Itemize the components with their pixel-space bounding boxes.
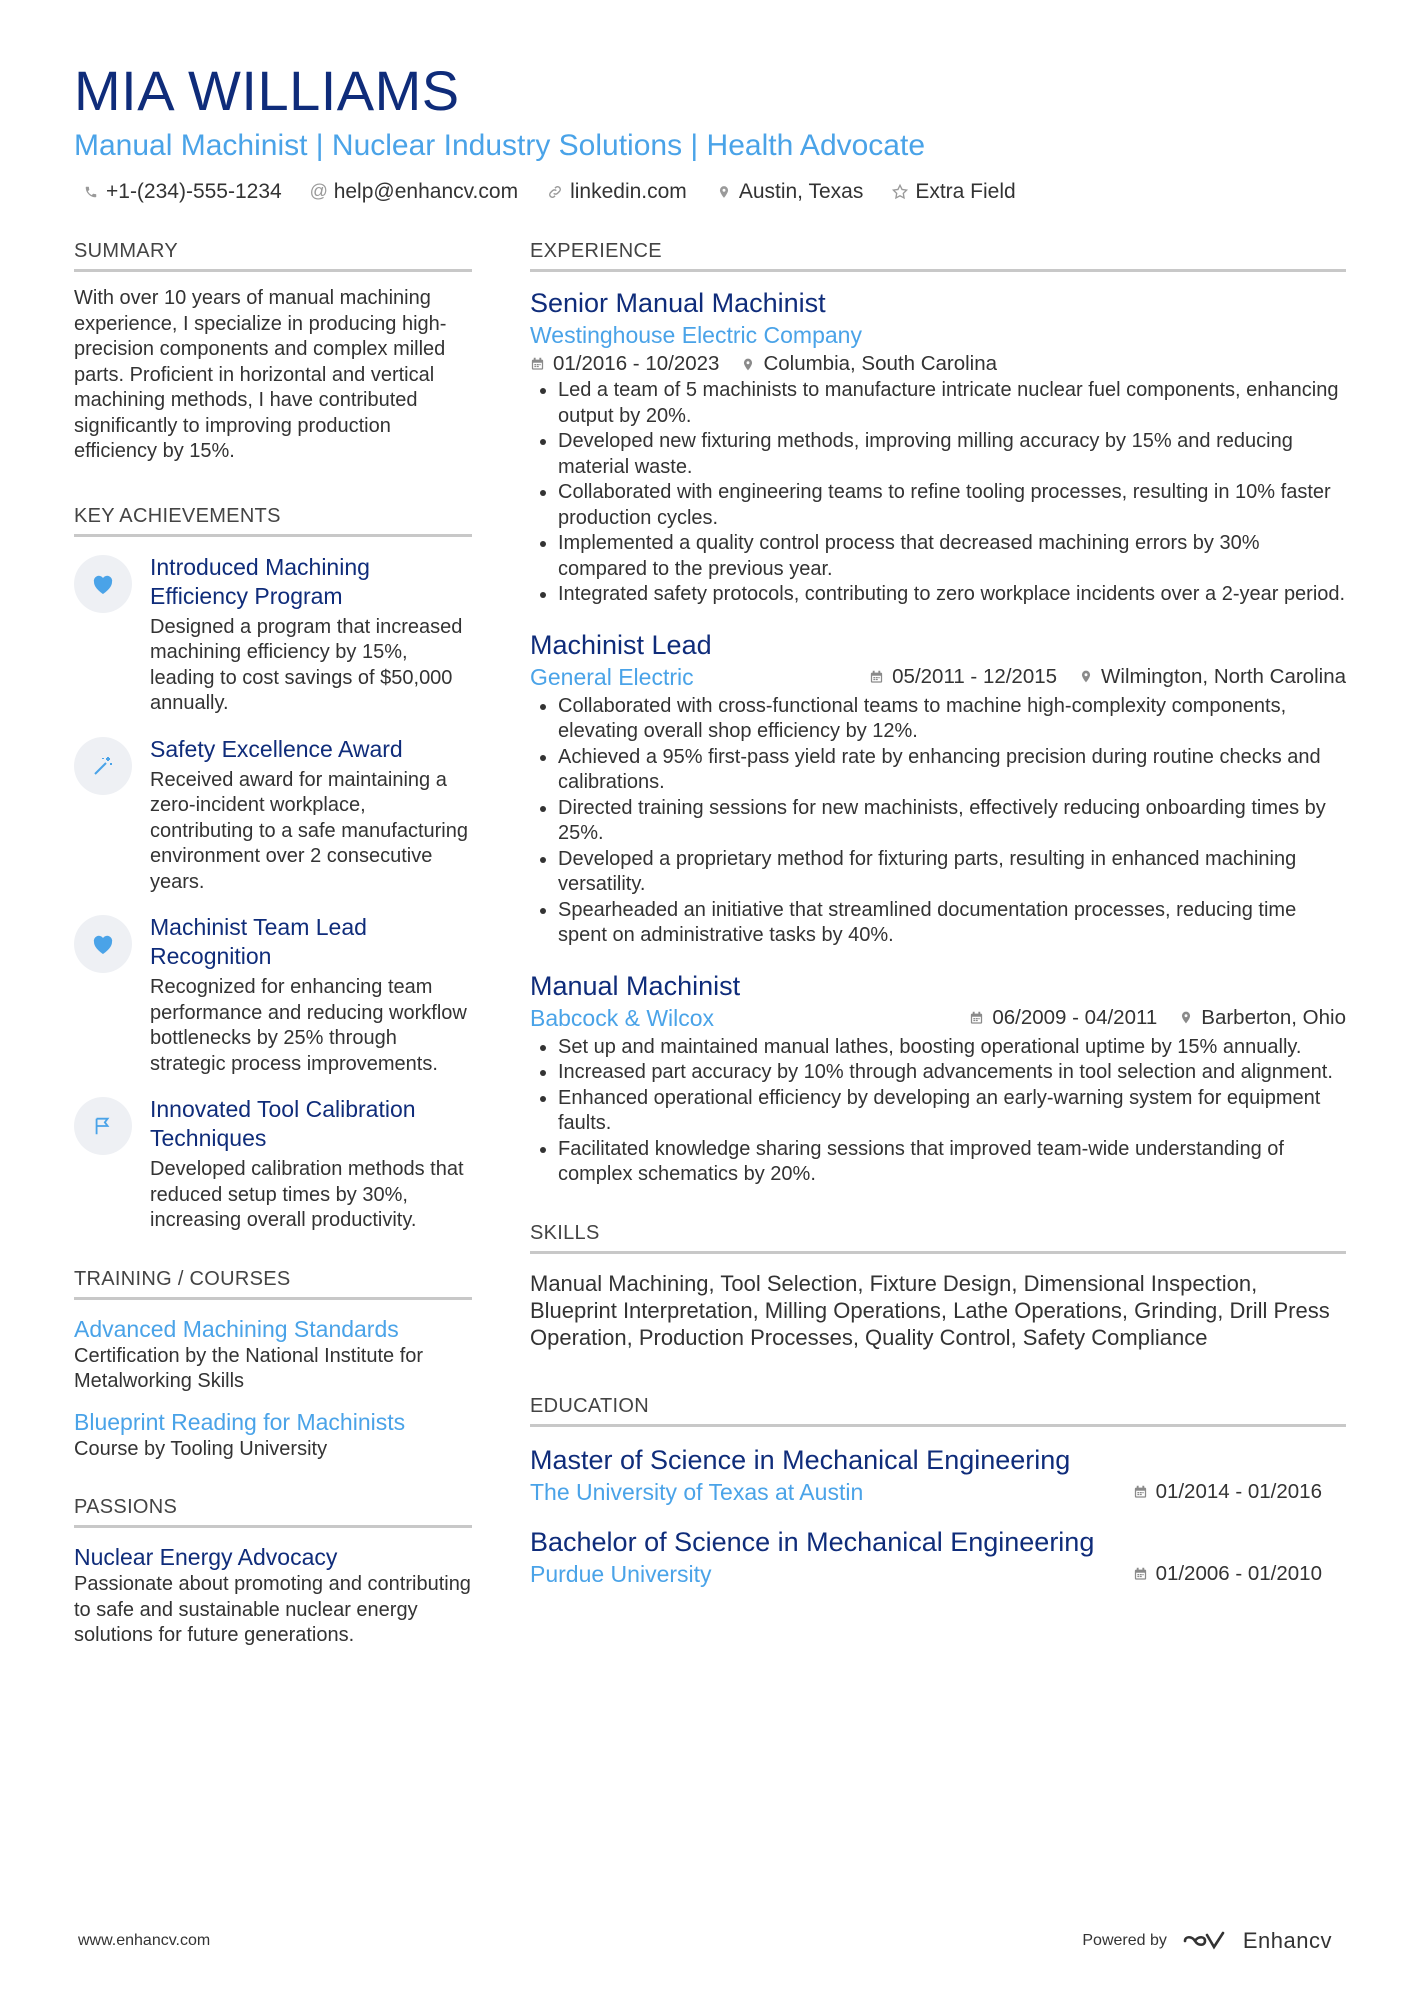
job-location (741, 352, 997, 376)
skills-section (530, 1222, 1346, 1351)
degree-title: Master of Science in Mechanical Engineering (530, 1444, 1071, 1475)
right-column (530, 240, 1346, 1607)
achievement-title: Introduced Machining Efficiency Program (150, 553, 370, 609)
course-desc: Certification by the National Institute for Metalworking Skills (74, 1344, 424, 1392)
job-meta (969, 1006, 1346, 1030)
achievement-item (74, 735, 472, 896)
education-dates-text: 01/2014 - 01/2016 (1155, 1479, 1322, 1503)
bullet-item: • Spearheaded an initiative that streamlined documentation processes, reducing time spent on administrative tasks by 40%. (558, 898, 1346, 949)
bullet-item: • Facilitated knowledge sharing sessions that improved team-wide understanding of complex schematics by 20%. (558, 1137, 1346, 1188)
experience-heading: EXPERIENCE (530, 240, 1346, 272)
job-row (530, 1003, 1346, 1033)
skills-text: Manual Machining, Tool Selection, Fixture Design, Dimensional Inspection, Blueprint Interpretation, Milling Operations, Lathe Operations, Grinding, Drill Press Operation, Production Processes, Quality Control, Safety Compliance (530, 1270, 1330, 1350)
bullet-item: • Led a team of 5 machinists to manufacture intricate nuclear fuel components, enhancing output by 20%. (558, 378, 1346, 429)
job-entry (530, 628, 1346, 949)
bullet-item: • Achieved a 95% first-pass yield rate by enhancing precision during routine checks and calibrations. (558, 745, 1346, 796)
education-item (530, 1443, 1346, 1507)
calendar-icon (1133, 1484, 1148, 1500)
bullet-item: • Increased part accuracy by 10% through advancements in tool selection and alignment. (558, 1060, 1346, 1086)
enhancv-logo-icon (1181, 1929, 1229, 1953)
magic-wand-icon (74, 737, 132, 795)
job-dates-text: 05/2011 - 12/2015 (892, 664, 1058, 688)
footer-website[interactable]: www.enhancv.com (78, 1932, 211, 1949)
job-location-text: Barberton, Ohio (1201, 1005, 1346, 1029)
training-section (74, 1268, 472, 1463)
bullet-item: • Enhanced operational efficiency by developing an early-warning system for equipment faults. (558, 1086, 1346, 1137)
heart-icon (74, 555, 132, 613)
job-company: General Electric (530, 663, 694, 690)
education-dates (1133, 1562, 1322, 1586)
location-icon (715, 183, 733, 201)
passions-section (74, 1496, 472, 1649)
job-company: Babcock & Wilcox (530, 1004, 715, 1031)
contact-phone-text: +1-(234)-555-1234 (106, 179, 282, 203)
calendar-icon (969, 1010, 984, 1026)
location-icon (741, 356, 755, 373)
job-bullets (530, 694, 1346, 949)
job-location-text: Wilmington, North Carolina (1101, 664, 1346, 688)
headline: Manual Machinist | Nuclear Industry Solutions | Health Advocate (74, 128, 926, 162)
contact-location (715, 180, 864, 204)
education-row (530, 1559, 1346, 1589)
footer-brand (1082, 1928, 1332, 1954)
course-item (74, 1314, 472, 1395)
calendar-icon (530, 356, 545, 372)
course-title: Blueprint Reading for Machinists (74, 1408, 406, 1435)
link-icon (546, 183, 564, 201)
achievement-title: Innovated Tool Calibration Techniques (150, 1096, 416, 1151)
phone-icon (82, 183, 100, 201)
achievement-desc: Recognized for enhancing team performance and reducing workflow bottlenecks by 25% through strategic process improvements. (150, 976, 467, 1075)
contact-link-text: linkedin.com (570, 179, 687, 203)
education-dates (1133, 1480, 1322, 1504)
calendar-icon (869, 669, 884, 685)
contact-email[interactable] (310, 180, 518, 204)
job-location-text: Columbia, South Carolina (763, 352, 998, 375)
education-dates-text: 01/2006 - 01/2010 (1155, 1561, 1322, 1585)
candidate-name: MIA WILLIAMS (74, 59, 460, 122)
job-dates (869, 665, 1057, 689)
job-location (1179, 1006, 1346, 1030)
job-title: Machinist Lead (530, 629, 712, 660)
achievement-desc: Designed a program that increased machining efficiency by 15%, leading to cost savings of $50,000 annually. (150, 615, 463, 714)
bullet-item: • Set up and maintained manual lathes, boosting operational uptime by 15% annually. (558, 1035, 1346, 1061)
job-row (530, 662, 1346, 692)
passion-item (74, 1542, 472, 1649)
contact-email-text: help@enhancv.com (333, 179, 519, 203)
summary-text: With over 10 years of manual machining experience, I specialize in producing high-precision components and complex milled parts. Proficient in horizontal and vertical machining methods, I have contributed significantly to improving production efficiency by 15%. (74, 287, 447, 462)
passions-heading: PASSIONS (74, 1496, 472, 1528)
course-title: Advanced Machining Standards (74, 1315, 399, 1342)
contact-bar (82, 180, 1346, 204)
bullet-item: • Implemented a quality control process that decreased machining errors by 30% compared to the previous year. (558, 531, 1346, 582)
job-bullets (530, 1035, 1346, 1188)
passion-title: Nuclear Energy Advocacy (74, 1544, 338, 1570)
education-item (530, 1525, 1346, 1589)
at-icon: @ (309, 181, 328, 202)
bullet-item: • Integrated safety protocols, contributing to zero workplace incidents over a 2-year period. (558, 582, 1346, 608)
resume-page (74, 59, 1346, 1646)
contact-extra-text: Extra Field (915, 179, 1016, 203)
job-entry (530, 969, 1346, 1188)
achievement-item (74, 1095, 472, 1234)
summary-section (74, 240, 472, 465)
location-icon (1179, 1009, 1193, 1026)
contact-location-text: Austin, Texas (738, 179, 864, 203)
heart-icon (74, 915, 132, 973)
contact-link[interactable] (546, 180, 687, 204)
job-meta (869, 665, 1346, 689)
powered-by-label: Powered by (1082, 1932, 1167, 1949)
achievement-desc: Received award for maintaining a zero-incident workplace, contributing to a safe manufacturing environment over 2 consecutive years. (150, 768, 468, 893)
left-column (74, 240, 472, 1649)
job-dates-text: 01/2016 - 10/2023 (553, 352, 720, 375)
summary-heading: SUMMARY (74, 240, 472, 272)
school-name: Purdue University (530, 1560, 712, 1587)
achievement-title: Safety Excellence Award (150, 735, 403, 762)
achievements-heading: KEY ACHIEVEMENTS (74, 505, 472, 537)
skills-heading: SKILLS (530, 1222, 1346, 1254)
job-dates-text: 06/2009 - 04/2011 (992, 1005, 1158, 1029)
contact-phone[interactable] (82, 180, 282, 204)
job-location (1079, 665, 1346, 689)
education-heading: EDUCATION (530, 1395, 1346, 1427)
page-footer (78, 1928, 1332, 1954)
bullet-item: • Directed training sessions for new machinists, effectively reducing onboarding times by 25%. (558, 796, 1346, 847)
bullet-item: • Developed a proprietary method for fixturing parts, resulting in enhanced machining versatility. (558, 847, 1346, 898)
achievement-desc: Developed calibration methods that reduced setup times by 30%, increasing overall productivity. (150, 1158, 464, 1231)
brand-name: Enhancv (1242, 1928, 1332, 1953)
course-desc: Course by Tooling University (74, 1437, 328, 1460)
job-dates (969, 1006, 1157, 1030)
bullet-item: • Collaborated with engineering teams to refine tooling processes, resulting in 10% faster production cycles. (558, 480, 1346, 531)
calendar-icon (1133, 1566, 1148, 1582)
training-heading: TRAINING / COURSES (74, 1268, 472, 1300)
bullet-item: • Collaborated with cross-functional teams to machine high-complexity components, elevating overall shop efficiency by 12%. (558, 694, 1346, 745)
flag-icon (74, 1097, 132, 1155)
job-title: Manual Machinist (530, 970, 741, 1001)
achievement-item (74, 913, 472, 1077)
passion-desc: Passionate about promoting and contributing to safe and sustainable nuclear energy solutions for future generations. (74, 1573, 471, 1646)
job-bullets (530, 378, 1346, 608)
degree-title: Bachelor of Science in Mechanical Engineering (530, 1526, 1095, 1557)
job-meta (530, 352, 1346, 376)
achievement-item (74, 553, 472, 717)
job-title: Senior Manual Machinist (530, 288, 826, 318)
job-company: Westinghouse Electric Company (530, 322, 862, 348)
education-row (530, 1477, 1346, 1507)
experience-section (530, 240, 1346, 1188)
location-icon (1079, 668, 1093, 685)
achievements-section (74, 505, 472, 1234)
bullet-item: • Developed new fixturing methods, improving milling accuracy by 15% and reducing material waste. (558, 429, 1346, 480)
school-name: The University of Texas at Austin (530, 1478, 864, 1505)
course-item (74, 1407, 472, 1463)
star-icon (891, 183, 909, 201)
education-section (530, 1395, 1346, 1589)
job-entry (530, 286, 1346, 608)
achievement-title: Machinist Team Lead Recognition (150, 914, 367, 969)
job-dates (530, 352, 719, 376)
contact-extra (891, 180, 1015, 204)
